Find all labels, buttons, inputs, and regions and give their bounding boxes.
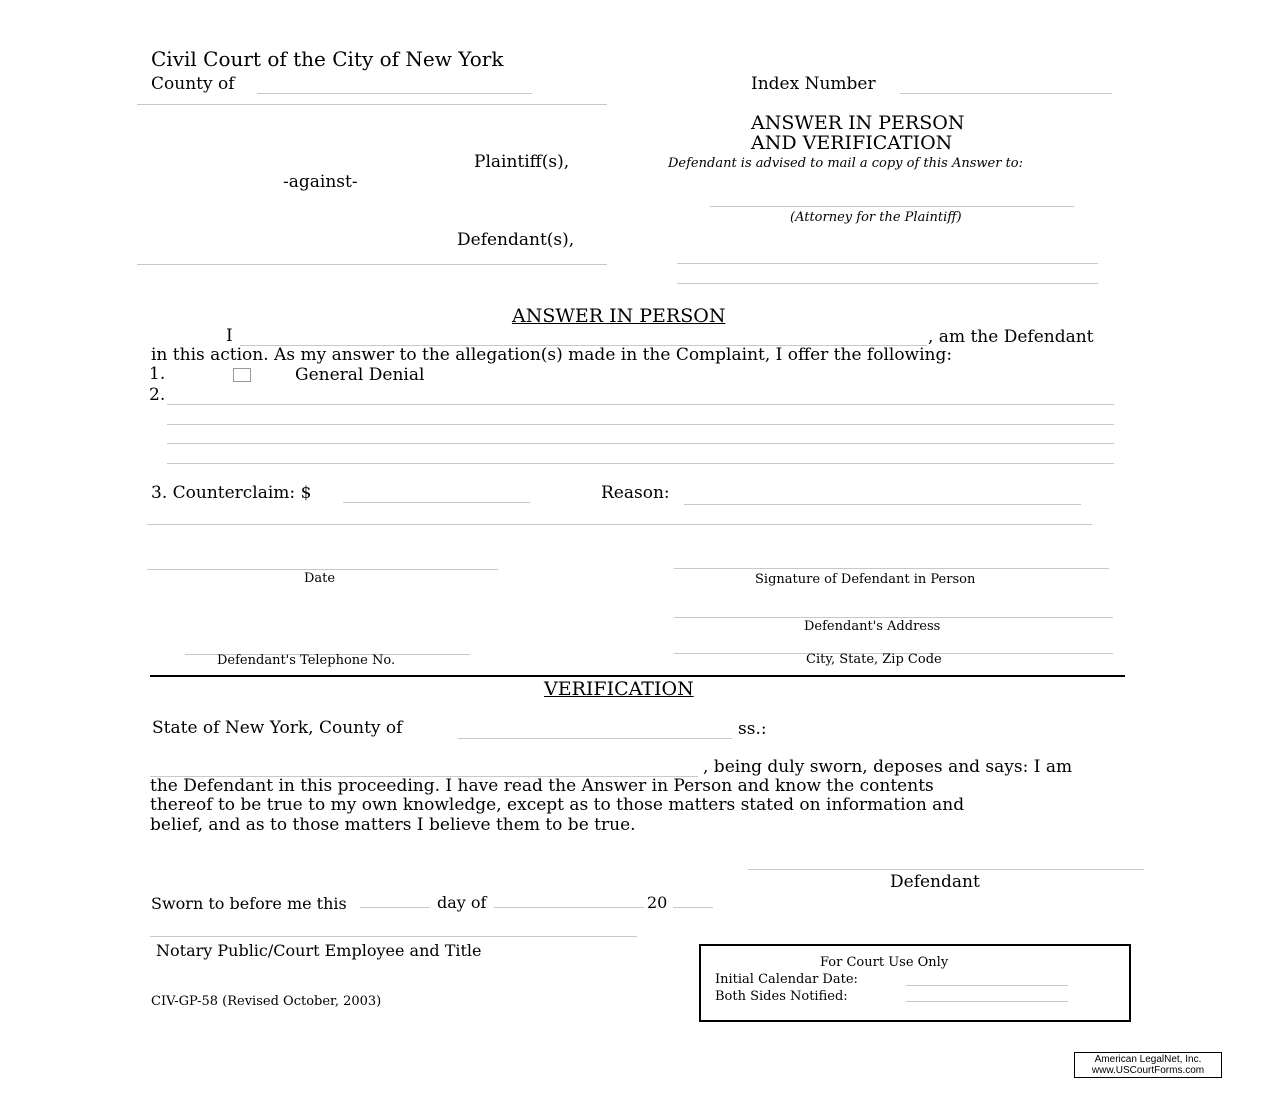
- date-field[interactable]: [147, 569, 498, 570]
- court-use-title: For Court Use Only: [820, 955, 949, 970]
- general-denial-label: General Denial: [295, 365, 425, 385]
- plaintiffs-label: Plaintiff(s),: [474, 152, 570, 172]
- counterclaim-label: 3. Counterclaim: $: [151, 483, 312, 503]
- signature-field[interactable]: [674, 568, 1109, 569]
- index-number-label: Index Number: [751, 74, 876, 94]
- item-1-number: 1.: [149, 364, 166, 384]
- caption-bottom-rule: [137, 264, 607, 265]
- attorney-address-line-2[interactable]: [677, 283, 1098, 284]
- both-sides-label: Both Sides Notified:: [715, 989, 848, 1004]
- court-name: Civil Court of the City of New York: [151, 47, 504, 71]
- i-label: I: [226, 326, 233, 346]
- state-county-label: State of New York, County of: [152, 718, 403, 738]
- answer-intro: in this action. As my answer to the allegation(s) made in the Complaint, I offer the following:: [151, 345, 953, 365]
- brand-logo: [1074, 1052, 1222, 1078]
- index-number-field[interactable]: [900, 93, 1112, 94]
- attorney-caption: (Attorney for the Plaintiff): [790, 210, 962, 225]
- court-use-box: [699, 944, 1131, 1022]
- counterclaim-amount-field[interactable]: [343, 502, 530, 503]
- brand-line-1: American LegalNet, Inc.: [1094, 1054, 1202, 1065]
- defendant-label: Defendant: [890, 872, 980, 892]
- section-divider: [150, 675, 1125, 677]
- verification-heading: VERIFICATION: [544, 678, 694, 700]
- attorney-field[interactable]: [710, 206, 1074, 207]
- verification-body-line-1: the Defendant in this proceeding. I have read the Answer in Person and know the contents: [150, 776, 934, 796]
- sworn-before-label: Sworn to before me this: [151, 894, 347, 913]
- item-2-line-3[interactable]: [167, 443, 1114, 444]
- verification-body-line-3: belief, and as to those matters I believe them to be true.: [150, 815, 636, 835]
- item-2-line-2[interactable]: [167, 424, 1114, 425]
- signature-label: Signature of Defendant in Person: [755, 572, 976, 587]
- item-2-number: 2.: [149, 385, 166, 405]
- day-of-label: day of: [437, 893, 487, 912]
- telephone-label: Defendant's Telephone No.: [217, 653, 396, 668]
- brand-line-2: www.USCourtForms.com: [1091, 1065, 1205, 1076]
- initial-calendar-label: Initial Calendar Date:: [715, 972, 858, 987]
- title-line-2: AND VERIFICATION: [751, 132, 953, 154]
- defendants-label: Defendant(s),: [457, 230, 575, 250]
- sworn-day-field[interactable]: [360, 907, 430, 908]
- address-field[interactable]: [674, 617, 1113, 618]
- address-label: Defendant's Address: [804, 619, 941, 634]
- against-label: -against-: [283, 172, 358, 192]
- both-sides-field[interactable]: [906, 1001, 1068, 1002]
- title-line-1: ANSWER IN PERSON: [751, 112, 965, 134]
- caption-top-rule: [137, 104, 607, 105]
- item-2-line-4[interactable]: [167, 463, 1114, 464]
- reason-label: Reason:: [601, 483, 670, 503]
- defendant-suffix: , am the Defendant: [928, 327, 1094, 347]
- reason-field[interactable]: [684, 504, 1081, 505]
- answer-heading: ANSWER IN PERSON: [512, 305, 726, 327]
- item-2-line-1[interactable]: [167, 404, 1114, 405]
- date-label: Date: [304, 571, 336, 586]
- defendant-signature-field[interactable]: [748, 869, 1144, 870]
- general-denial-checkbox[interactable]: [233, 368, 251, 382]
- city-state-zip-label: City, State, Zip Code: [806, 652, 942, 667]
- sworn-year-field[interactable]: [673, 907, 713, 908]
- attorney-address-line-1[interactable]: [677, 263, 1098, 264]
- year-prefix-label: 20: [647, 893, 668, 912]
- reason-field-line-2[interactable]: [147, 524, 1092, 525]
- sworn-month-field[interactable]: [494, 907, 644, 908]
- sworn-line-1: , being duly sworn, deposes and says: I am: [703, 757, 1073, 777]
- initial-calendar-field[interactable]: [906, 985, 1068, 986]
- mail-notice: Defendant is advised to mail a copy of this Answer to:: [668, 156, 1024, 171]
- county-field[interactable]: [257, 93, 532, 94]
- ss-label: ss.:: [738, 719, 767, 739]
- form-id: CIV-GP-58 (Revised October, 2003): [151, 994, 382, 1009]
- county-label: County of: [151, 74, 235, 94]
- notary-label: Notary Public/Court Employee and Title: [156, 941, 482, 960]
- notary-signature-field[interactable]: [150, 936, 637, 937]
- verification-county-field[interactable]: [458, 738, 732, 739]
- verification-body-line-2: thereof to be true to my own knowledge, except as to those matters stated on information and: [150, 795, 965, 815]
